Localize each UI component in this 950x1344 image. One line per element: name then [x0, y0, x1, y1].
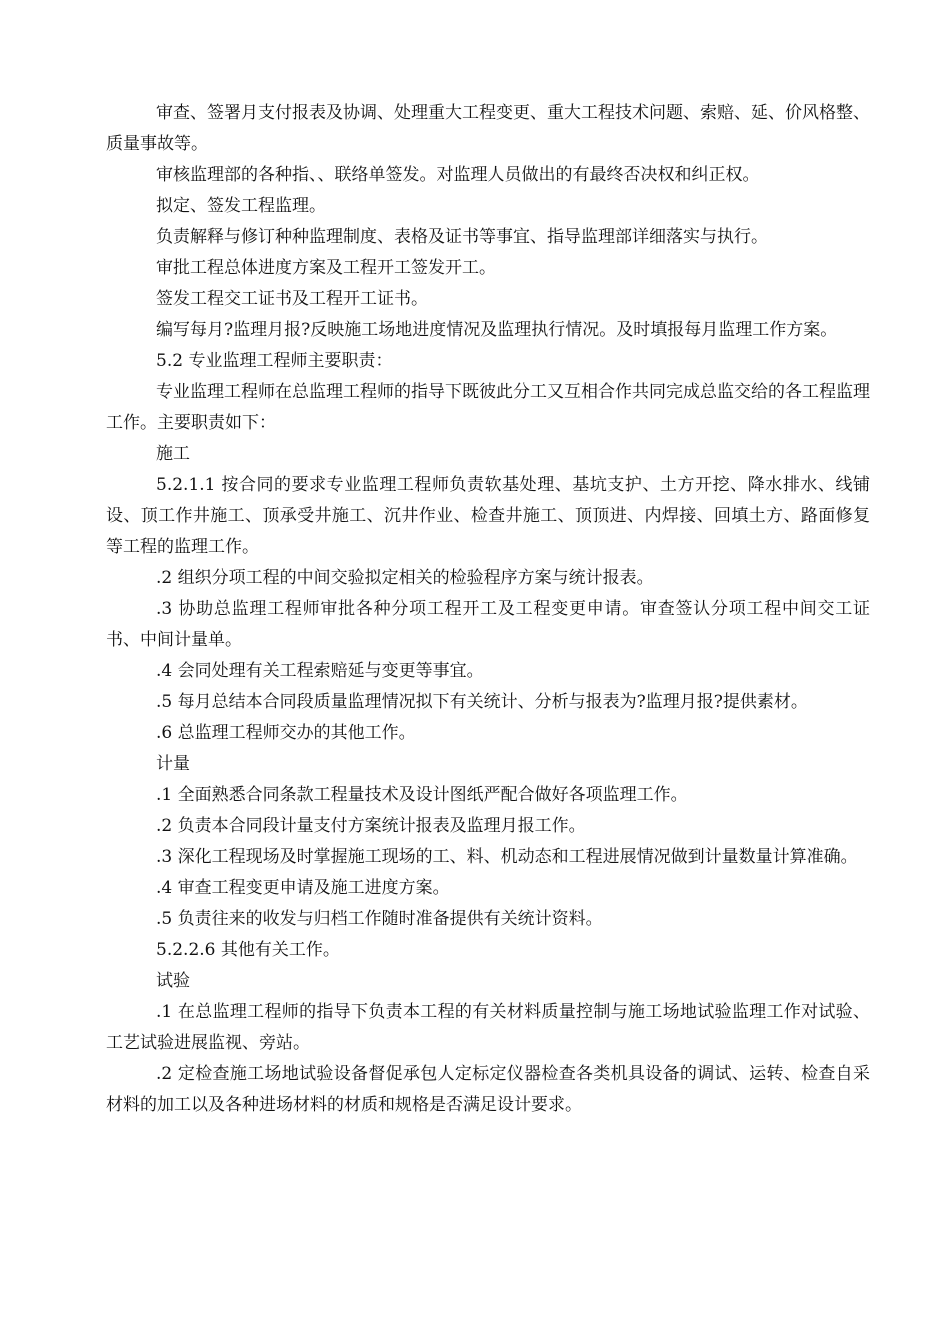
subsection-heading: 试验: [156, 971, 190, 991]
paragraph: .5 负责往来的收发与归档工作随时准备提供有关统计资料。: [156, 909, 603, 929]
paragraph: .6 总监理工程师交办的其他工作。: [156, 723, 416, 743]
paragraph: .5 每月总结本合同段质量监理情况拟下有关统计、分析与报表为?监理月报?提供素材。: [156, 692, 808, 712]
paragraph: .4 审查工程变更申请及施工进度方案。: [156, 878, 450, 898]
paragraph: .2 组织分项工程的中间交验拟定相关的检验程序方案与统计报表。: [156, 568, 654, 588]
paragraph: .4 会同处理有关工程索赔延与变更等事宜。: [156, 661, 484, 681]
paragraph: .2 负责本合同段计量支付方案统计报表及监理月报工作。: [156, 816, 586, 836]
subsection-heading: 施工: [156, 444, 190, 464]
paragraph: .1 在总监理工程师的指导下负责本工程的有关材料质量控制与施工场地试验监理工作对试验、工艺试验进展监视、旁站。: [106, 1002, 870, 1053]
paragraph: 审核监理部的各种指、、联络单签发。对监理人员做出的有最终否决权和纠正权。: [156, 165, 760, 185]
paragraph: .3 深化工程现场及时掌握施工现场的工、料、机动态和工程进展情况做到计量数量计算准确。: [156, 847, 858, 867]
paragraph: .2 定检查施工场地试验设备督促承包人定标定仪器检查各类机具设备的调试、运转、检查自采材料的加工以及各种进场材料的材质和规格是否满足设计要求。: [106, 1064, 870, 1115]
subsection-heading: 计量: [156, 754, 190, 774]
paragraph: 编写每月?监理月报?反映施工场地进度情况及监理执行情况。及时填报每月监理工作方案。: [156, 320, 838, 340]
paragraph: .1 全面熟悉合同条款工程量技术及设计图纸严配合做好各项监理工作。: [156, 785, 688, 805]
paragraph: 签发工程交工证书及工程开工证书。: [156, 289, 428, 309]
paragraph: 专业监理工程师在总监理工程师的指导下既彼此分工又互相合作共同完成总监交给的各工程监理工作。主要职责如下：: [106, 382, 870, 433]
paragraph: 审查、签署月支付报表及协调、处理重大工程变更、重大工程技术问题、索赔、延、价风格整、质量事故等。: [106, 103, 870, 154]
paragraph: 审批工程总体进度方案及工程开工签发开工。: [156, 258, 496, 278]
document-body: [106, 98, 870, 1121]
section-heading: 5.2 专业监理工程师主要职责：: [156, 351, 393, 371]
paragraph: 5.2.1.1 按合同的要求专业监理工程师负责软基处理、基坑支护、土方开挖、降水排水、线铺设、顶工作井施工、顶承受井施工、沉井作业、检查井施工、顶顶进、内焊接、回填土方、路面修复等工程的监理工作。: [106, 475, 870, 557]
paragraph: 拟定、签发工程监理。: [156, 196, 326, 216]
paragraph: .3 协助总监理工程师审批各种分项工程开工及工程变更申请。审查签认分项工程中间交工证书、中间计量单。: [106, 599, 870, 650]
paragraph: 5.2.2.6 其他有关工作。: [156, 940, 340, 960]
paragraph: 负责解释与修订种种监理制度、表格及证书等事宜、指导监理部详细落实与执行。: [156, 227, 768, 247]
